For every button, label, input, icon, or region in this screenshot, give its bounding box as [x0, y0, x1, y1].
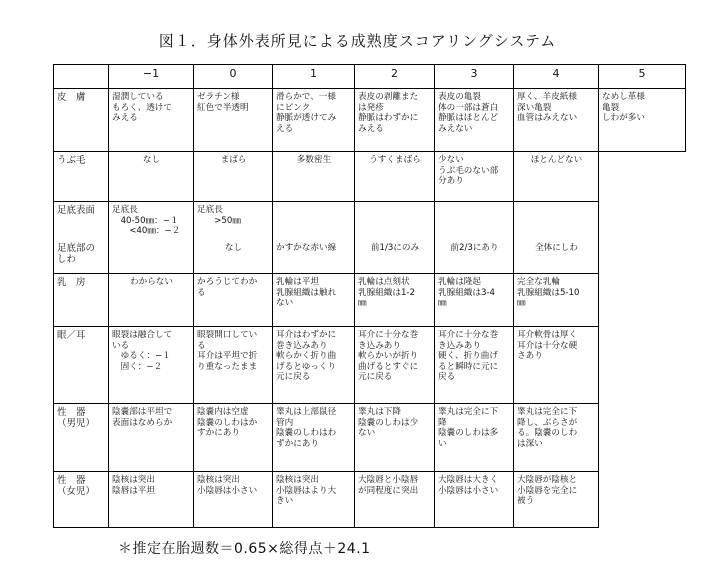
cell-plantar-0: 足底長 >50㎜	[194, 202, 273, 240]
cell-eye-2: 耳介に十分な巻 き込みあり 軟らかいが折り 曲げるとすぐに 元に戻る	[355, 327, 435, 404]
cell-breast-4: 完全な乳輪 乳腺組織は5-10 ㎜	[514, 274, 599, 327]
header-score-1: 1	[273, 65, 355, 89]
maturity-scoring-table	[53, 64, 686, 528]
cell-lanugo-5-blank	[599, 152, 686, 202]
cell-male-m1: 陰嚢部は平坦で 表面はなめらか	[109, 404, 194, 472]
row-label-plantar-creases: 足底部の しわ	[54, 240, 109, 274]
cell-creases-4: 全体にしわ	[514, 240, 599, 274]
cell-skin-m1: 湿潤している もろく、透けて みえる	[109, 89, 194, 152]
row-label-breast: 乳 房	[54, 274, 109, 327]
cell-male-4: 睾丸は完全に下 降し、ぶらさが る。陰嚢のしわ は深い	[514, 404, 599, 472]
cell-male-2: 睾丸は下降 陰嚢のしわは少 ない	[355, 404, 435, 472]
figure-title: 図１．身体外表所見による成熟度スコアリングシステム	[158, 32, 557, 50]
cell-creases-0: なし	[194, 240, 273, 274]
header-score-0: 0	[194, 65, 273, 89]
cell-skin-5: なめし革様 亀裂 しわが多い	[599, 89, 686, 152]
row-skin	[54, 89, 686, 152]
header-row	[54, 65, 686, 89]
cell-male-0: 陰嚢内は空虚 陰嚢のしわはか すかにあり	[194, 404, 273, 472]
cell-plantar-3	[435, 202, 514, 240]
header-score-minus1: −1	[109, 65, 194, 89]
row-label-genitals-male: 性 器 （男児）	[54, 404, 109, 472]
cell-male-1: 睾丸は上部鼠径 管内 陰嚢のしわはわ ずかにあり	[273, 404, 355, 472]
row-eye-ear	[54, 327, 686, 404]
cell-plantar-1	[273, 202, 355, 240]
row-genitals-female	[54, 472, 686, 528]
row-label-eye-ear: 眼／耳	[54, 327, 109, 404]
cell-plantar-2	[355, 202, 435, 240]
row-label-skin: 皮 膚	[54, 89, 109, 152]
cell-lanugo-3: 少ない うぶ毛のない部 分あり	[435, 152, 514, 202]
row-plantar-creases	[54, 240, 686, 274]
row-breast	[54, 274, 686, 327]
header-cell-blank	[54, 65, 109, 89]
cell-breast-5-blank	[599, 274, 686, 327]
row-label-genitals-female: 性 器 （女児）	[54, 472, 109, 528]
cell-skin-2: 表皮の剥離また は発疹 静脈はわずかに みえる	[355, 89, 435, 152]
cell-breast-1: 乳輪は平坦 乳腺組織は触れ ない	[273, 274, 355, 327]
cell-creases-2: 前1/3にのみ	[355, 240, 435, 274]
cell-female-0: 陰核は突出 小陰唇は小さい	[194, 472, 273, 528]
cell-creases-3: 前2/3にあり	[435, 240, 514, 274]
cell-creases-5-blank	[599, 240, 686, 274]
row-lanugo	[54, 152, 686, 202]
cell-female-m1: 陰核は突出 陰唇は平坦	[109, 472, 194, 528]
cell-eye-3: 耳介に十分な巻 き込みあり 硬く、折り曲げ ると瞬時に元に 戻る	[435, 327, 514, 404]
cell-breast-m1: わからない	[109, 274, 194, 327]
cell-male-3: 睾丸は完全に下 降 陰嚢のしわは多 い	[435, 404, 514, 472]
cell-female-1: 陰核は突出 小陰唇はより大 きい	[273, 472, 355, 528]
cell-eye-1: 耳介はわずかに 巻き込みあり 軟らかく折り曲 げるとゆっくり 元に戻る	[273, 327, 355, 404]
gestational-age-formula: ＊推定在胎週数＝0.65×総得点＋24.1	[118, 541, 371, 557]
header-score-3: 3	[435, 65, 514, 89]
row-label-lanugo: うぶ毛	[54, 152, 109, 202]
cell-eye-0: 眼裂開口してい る 耳介は平坦で折 り重なったまま	[194, 327, 273, 404]
cell-skin-4: 厚く、羊皮紙様 深い亀裂 血管はみえない	[514, 89, 599, 152]
cell-female-2: 大陰唇と小陰唇 が同程度に突出	[355, 472, 435, 528]
cell-male-5-blank	[599, 404, 686, 472]
cell-lanugo-0: まばら	[194, 152, 273, 202]
cell-skin-1: 滑らかで、一様 にピンク 静脈が透けてみ える	[273, 89, 355, 152]
cell-lanugo-2: うすくまばら	[355, 152, 435, 202]
cell-eye-5-blank	[599, 327, 686, 404]
cell-female-4: 大陰唇が陰核と 小陰唇を完全に 被う	[514, 472, 599, 528]
cell-plantar-5-blank	[599, 202, 686, 240]
cell-eye-4: 耳介軟骨は厚く 耳介は十分な硬 さあり	[514, 327, 599, 404]
cell-female-3: 大陰唇は大きく 小陰唇は小さい	[435, 472, 514, 528]
row-plantar-surface	[54, 202, 686, 240]
cell-eye-m1: 眼裂は融合して いる ゆるく：−１ 固く：−２	[109, 327, 194, 404]
header-score-2: 2	[355, 65, 435, 89]
cell-breast-2: 乳輪は点刻状 乳腺組織は1-2 ㎜	[355, 274, 435, 327]
cell-plantar-m1: 足底長 40-50㎜：−１ <40㎜：−２	[109, 202, 194, 240]
cell-lanugo-1: 多数密生	[273, 152, 355, 202]
cell-female-5-blank	[599, 472, 686, 528]
header-score-5: 5	[599, 65, 686, 89]
row-genitals-male	[54, 404, 686, 472]
row-label-plantar-surface: 足底表面	[54, 202, 109, 240]
cell-creases-1: かすかな赤い線	[273, 240, 355, 274]
header-score-4: 4	[514, 65, 599, 89]
cell-lanugo-m1: なし	[109, 152, 194, 202]
cell-lanugo-4: ほとんどない	[514, 152, 599, 202]
cell-skin-0: ゼラチン様 紅色で半透明	[194, 89, 273, 152]
cell-breast-3: 乳輪は隆起 乳腺組織は3-4 ㎜	[435, 274, 514, 327]
cell-skin-3: 表皮の亀裂 体の一部は蒼白 静脈はほとんど みえない	[435, 89, 514, 152]
cell-creases-m1	[109, 240, 194, 274]
cell-breast-0: かろうじてわか る	[194, 274, 273, 327]
cell-plantar-4	[514, 202, 599, 240]
